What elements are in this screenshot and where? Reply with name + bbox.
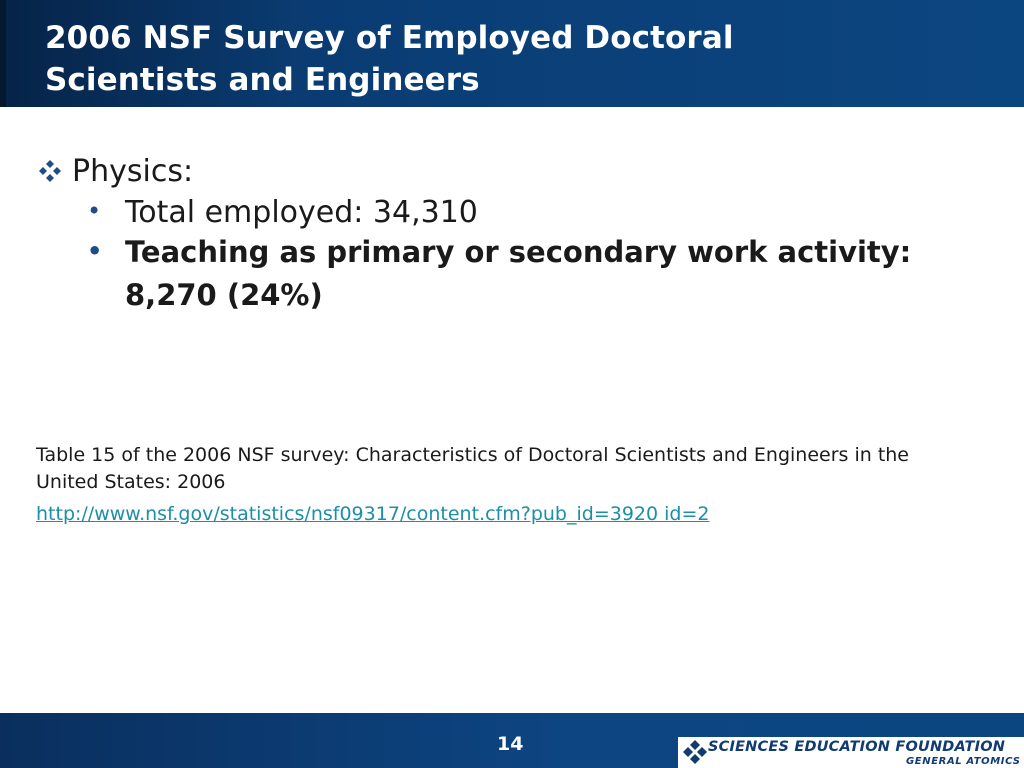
bullet-total-employed: [87, 195, 478, 230]
logo-name: SCIENCES EDUCATION FOUNDATION: [708, 739, 1006, 755]
logo-subname: GENERAL ATOMICS: [906, 756, 1021, 767]
footer-logo: [678, 737, 1024, 768]
topic-item: [38, 154, 193, 189]
source-citation: Table 15 of the 2006 NSF survey: Characteristics of Doctoral Scientists and Engineers in the United States: 2006: [36, 444, 909, 493]
source-link[interactable]: http://www.nsf.gov/statistics/nsf09317/content.cfm?pub_id=3920 id=2: [36, 503, 710, 525]
topic-label: Physics:: [72, 154, 194, 189]
title-bar: [0, 0, 1024, 107]
bullet-text: Teaching as primary or secondary work activity:: [125, 235, 912, 269]
slide-title-line-1: 2006 NSF Survey of Employed Doctoral: [45, 20, 734, 56]
dot-bullet-icon: •: [87, 237, 103, 265]
title-bar-edge: [0, 0, 6, 107]
bullet-text: Total employed: 34,310: [125, 195, 478, 230]
page-number: 14: [497, 733, 524, 755]
diamond-cluster-logo-icon: [682, 739, 708, 765]
bullet-teaching-value: 8,270 (24%): [125, 278, 323, 312]
bullet-teaching-activity: [87, 235, 911, 269]
four-diamond-icon: [38, 159, 62, 183]
slide-title-line-2: Scientists and Engineers: [45, 62, 480, 98]
dot-bullet-icon: •: [87, 197, 102, 225]
